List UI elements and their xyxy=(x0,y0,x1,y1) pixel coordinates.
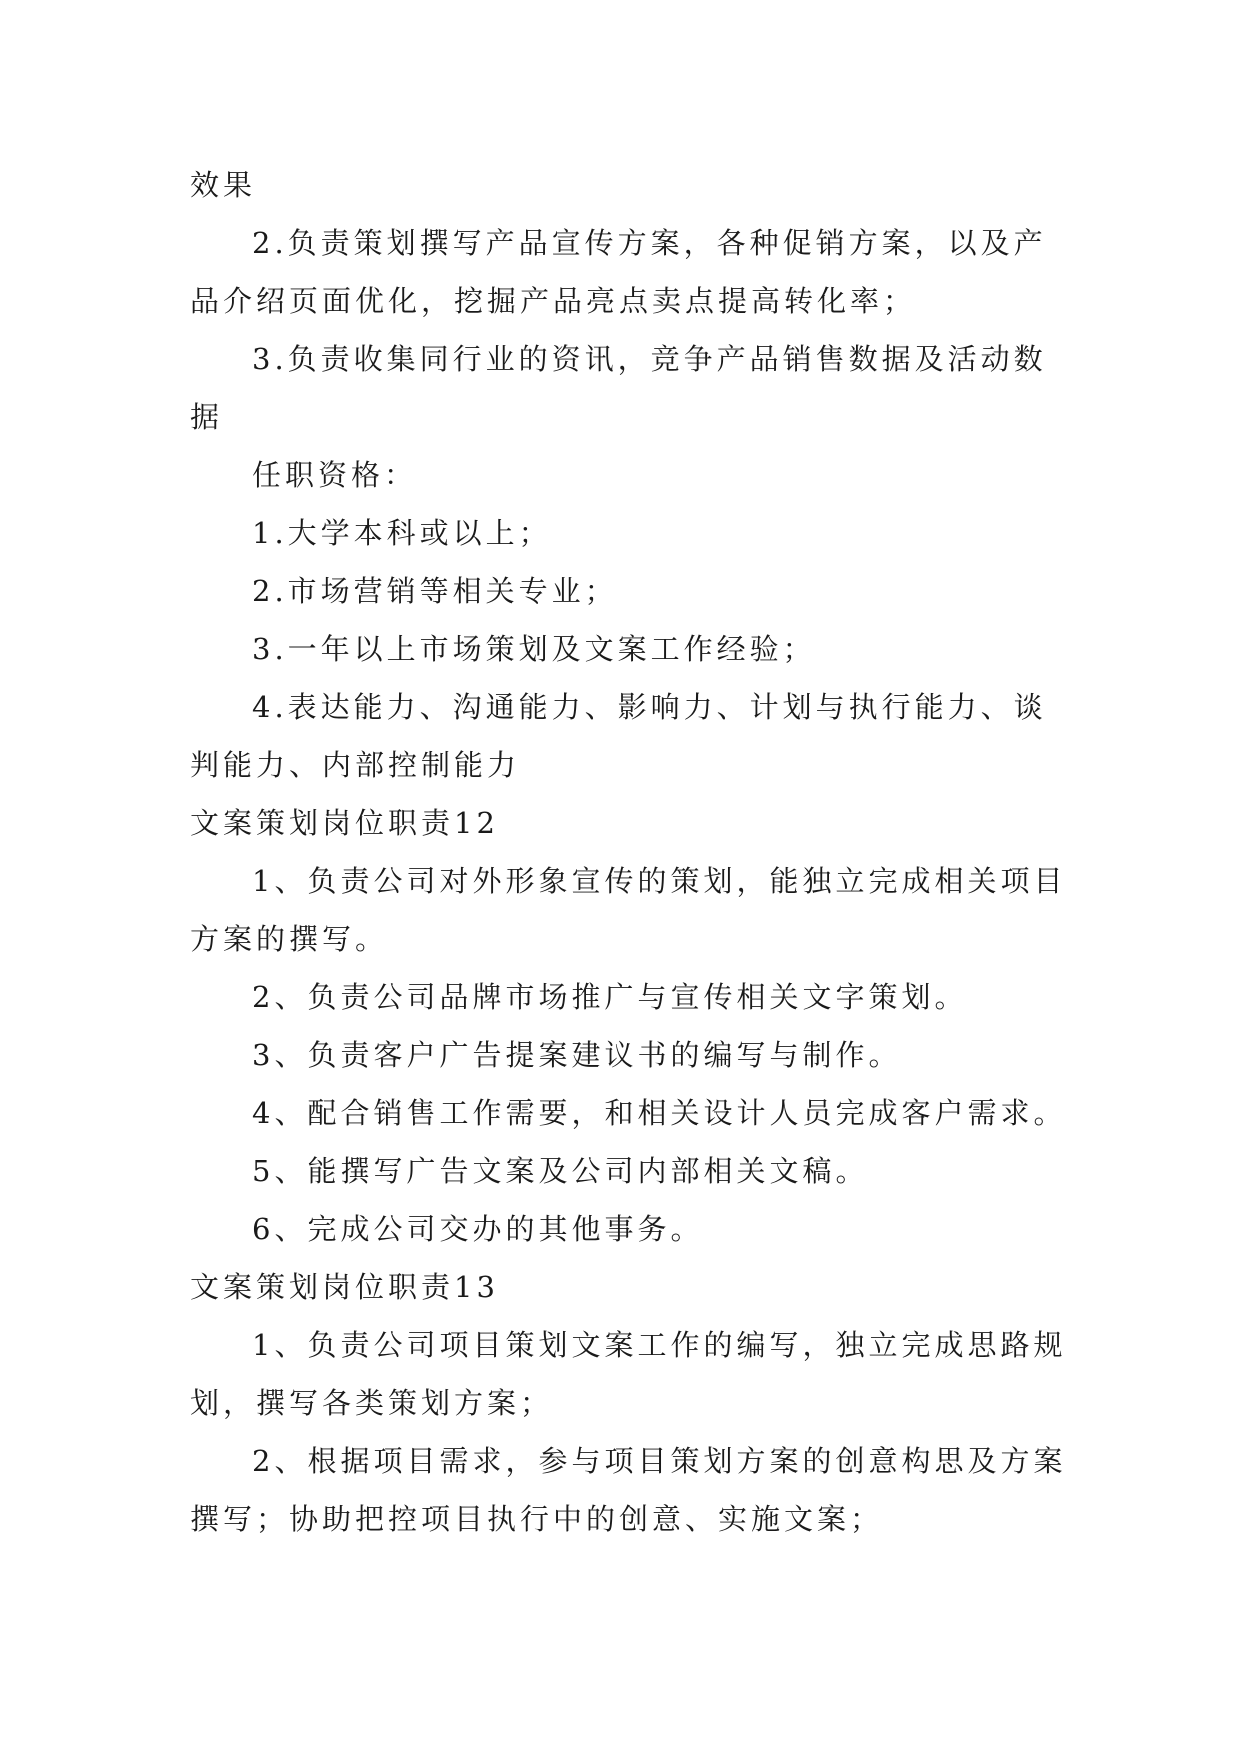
document-body xyxy=(190,156,1070,1548)
paragraph-12-item-2: 2、负责公司品牌市场推广与宣传相关文字策划。 xyxy=(252,980,968,1014)
paragraph-qualification-2: 2.市场营销等相关专业； xyxy=(252,574,618,608)
section-heading-12: 文案策划岗位职责12 xyxy=(190,806,499,840)
paragraph-qualification-4: 4.表达能力、沟通能力、影响力、计划与执行能力、谈判能力、内部控制能力 xyxy=(190,690,1047,782)
paragraph-qualifications-heading: 任职资格： xyxy=(252,458,418,492)
paragraph-duty-3: 3.负责收集同行业的资讯，竞争产品销售数据及活动数据 xyxy=(190,342,1047,434)
paragraph-effect: 效果 xyxy=(190,168,257,202)
section-heading-13: 文案策划岗位职责13 xyxy=(190,1270,499,1304)
paragraph-13-item-2: 2、根据项目需求，参与项目策划方案的创意构思及方案撰写；协助把控项目执行中的创意、实施文案； xyxy=(190,1444,1067,1536)
paragraph-12-item-4: 4、配合销售工作需要，和相关设计人员完成客户需求。 xyxy=(252,1096,1067,1130)
paragraph-qualification-3: 3.一年以上市场策划及文案工作经验； xyxy=(252,632,816,666)
paragraph-13-item-1: 1、负责公司项目策划文案工作的编写，独立完成思路规划，撰写各类策划方案； xyxy=(190,1328,1067,1420)
paragraph-12-item-5: 5、能撰写广告文案及公司内部相关文稿。 xyxy=(252,1154,869,1188)
paragraph-qualification-1: 1.大学本科或以上； xyxy=(252,516,552,550)
paragraph-12-item-1: 1、负责公司对外形象宣传的策划，能独立完成相关项目方案的撰写。 xyxy=(190,864,1067,956)
paragraph-12-item-6: 6、完成公司交办的其他事务。 xyxy=(252,1212,704,1246)
paragraph-12-item-3: 3、负责客户广告提案建议书的编写与制作。 xyxy=(252,1038,902,1072)
paragraph-duty-2: 2.负责策划撰写产品宣传方案，各种促销方案，以及产品介绍页面优化，挖掘产品亮点卖点提高转化率； xyxy=(190,226,1047,318)
